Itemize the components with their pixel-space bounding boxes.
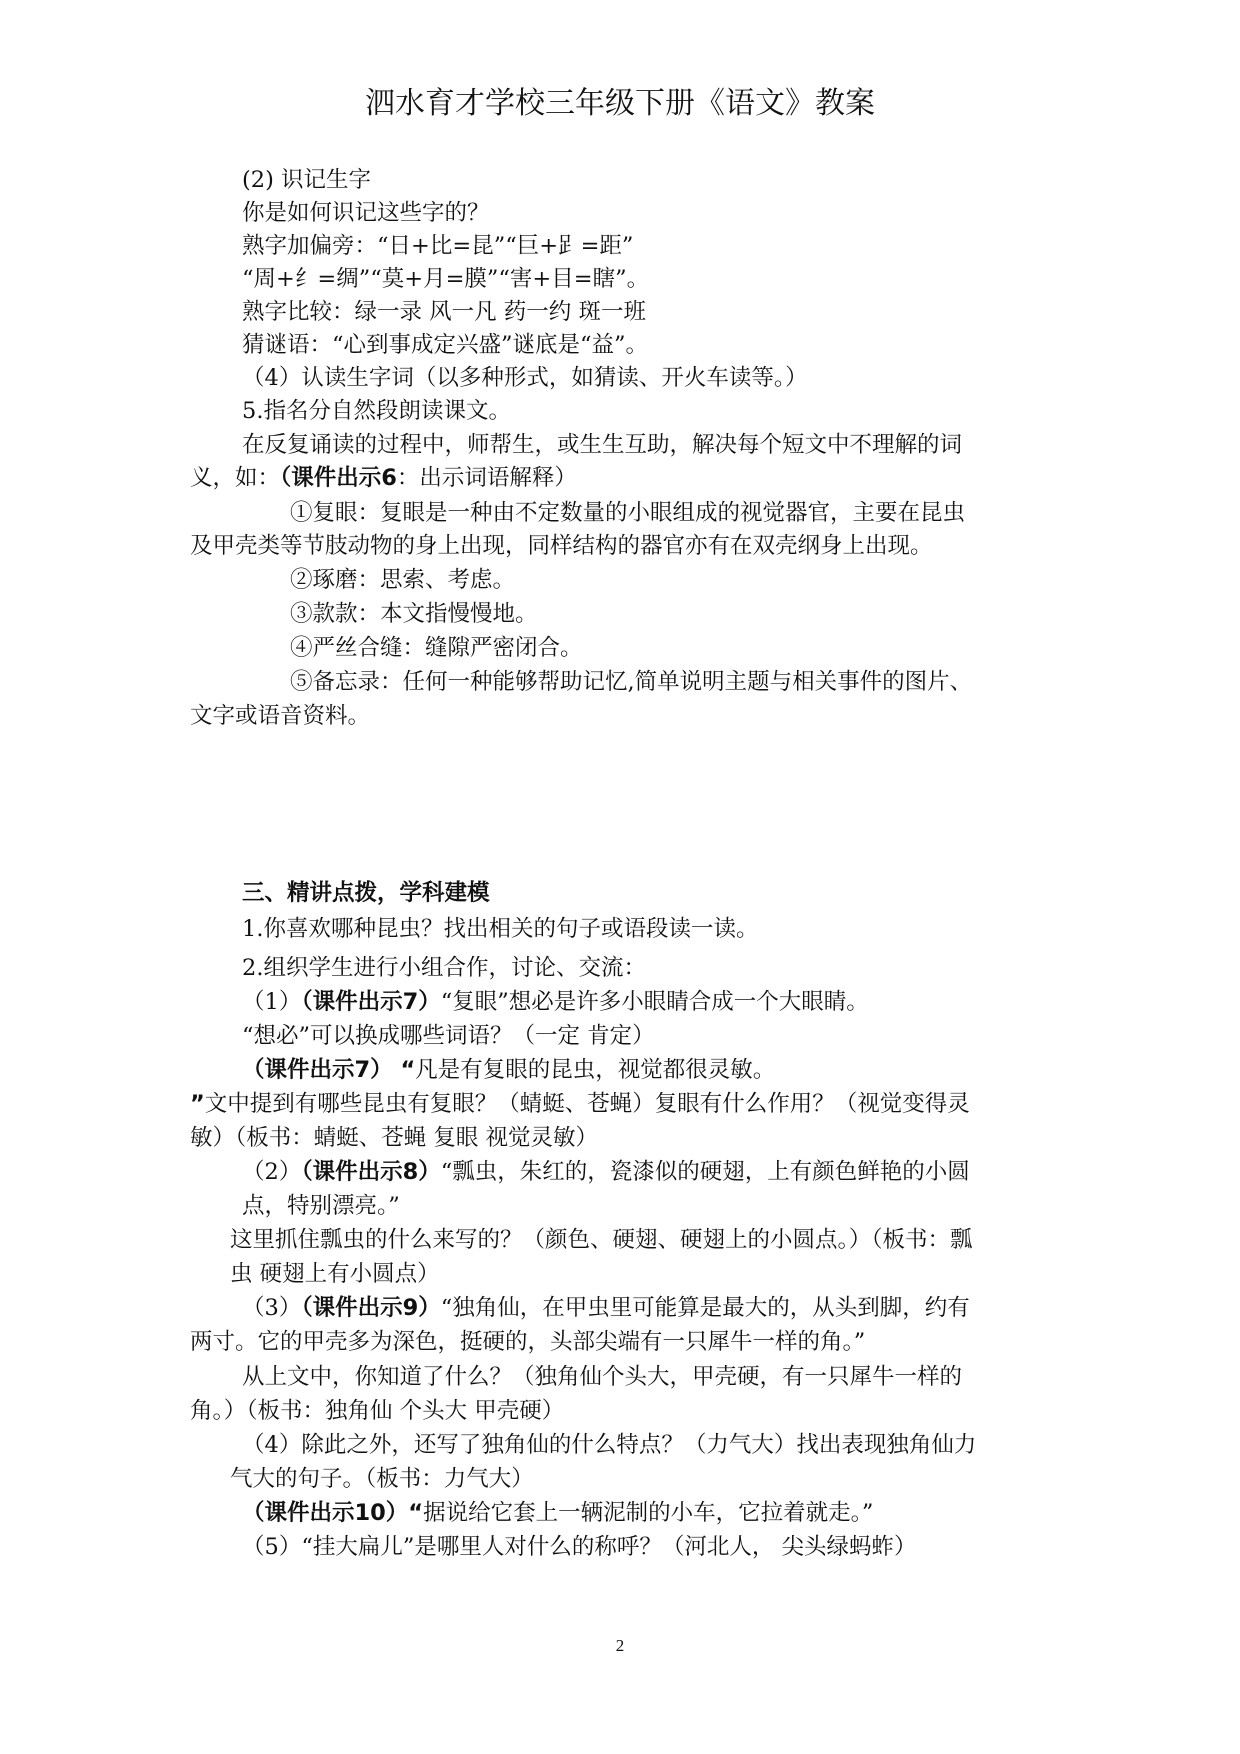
text-line: 这里抓住瓢虫的什么来写的？（颜色、硬翅、硬翅上的小圆点。）（板书：瓢 — [230, 1227, 973, 1253]
text-line: 及甲壳类等节肢动物的身上出现，同样结构的器官亦有在双壳纲身上出现。 — [190, 533, 933, 559]
text-line: ④严丝合缝：缝隙严密闭合。 — [290, 635, 583, 661]
page-number: 2 — [615, 1636, 625, 1655]
text-line — [242, 985, 869, 1019]
text-span: “瓢虫，朱红的，瓷漆似的硬翅，上有颜色鲜艳的小圆 — [440, 1159, 970, 1185]
text-line: 5.指名分自然段朗读课文。 — [242, 398, 511, 424]
courseware-ref: （课件出示7） “ — [242, 1057, 416, 1083]
text-line: 敏）（板书：蜻蜓、苍蝇 复眼 视觉灵敏） — [190, 1125, 599, 1151]
text-span: 据说给它套上一辆泥制的小车，它拉着就走。” — [423, 1500, 874, 1526]
text-line: 气大的句子。（板书：力气大） — [230, 1466, 534, 1492]
courseware-ref: （课件出示10）“ — [242, 1500, 424, 1526]
text-line: 点，特别漂亮。” — [242, 1193, 400, 1219]
courseware-ref: （课件出示7） — [301, 989, 441, 1015]
text-line: 角。）（板书：独角仙 个头大 甲壳硬） — [190, 1398, 565, 1424]
text-line: 文字或语音资料。 — [190, 703, 371, 729]
text-line: 熟字比较：绿一录 风一凡 药一约 斑一班 — [242, 299, 646, 325]
text-span: ：出示词语解释） — [396, 465, 577, 491]
text-span: “复眼”想必是许多小眼睛合成一个大眼睛。 — [440, 989, 869, 1015]
text-line: 猜谜语：“心到事成定兴盛”谜底是“益”。 — [242, 332, 649, 358]
text-line: (2) 识记生字 — [242, 167, 372, 193]
text-line: （4）认读生字词（以多种形式，如猜读、开火车读等。） — [242, 365, 808, 391]
text-span: （2） — [242, 1159, 302, 1185]
text-line: 在反复诵读的过程中，师帮生，或生生互助，解决每个短文中不理解的词 — [242, 432, 963, 458]
text-span: 凡是有复眼的昆虫，视觉都很灵敏。 — [415, 1057, 776, 1083]
text-line: 1.你喜欢哪种昆虫？找出相关的句子或语段读一读。 — [242, 916, 759, 942]
text-span: “独角仙，在甲虫里可能算是最大的，从头到脚，约有 — [440, 1295, 970, 1321]
courseware-ref: （课件出示8） — [301, 1159, 441, 1185]
text-line: ⑤备忘录：任何一种能够帮助记忆,简单说明主题与相关事件的图片、 — [290, 669, 973, 695]
page-title: 泗水育才学校三年级下册《语文》教案 — [365, 86, 875, 121]
text-line: ①复眼：复眼是一种由不定数量的小眼组成的视觉器官，主要在昆虫 — [290, 500, 966, 526]
text-line: 虫 硬翅上有小圆点） — [230, 1261, 440, 1287]
text-span: （1） — [242, 989, 302, 1015]
text-line: 从上文中，你知道了什么？（独角仙个头大，甲壳硬，有一只犀牛一样的 — [242, 1364, 963, 1390]
text-line — [242, 1496, 873, 1530]
text-line: 你是如何识记这些字的？ — [242, 200, 490, 226]
text-line: 两寸。它的甲壳多为深色，挺硬的，头部尖端有一只犀牛一样的角。” — [190, 1329, 866, 1355]
text-line — [242, 1155, 970, 1189]
section-heading: 三、精讲点拨，学科建模 — [242, 880, 490, 906]
text-line: “想必”可以换成哪些词语？（一定 肯定） — [242, 1023, 655, 1049]
text-span: 文中提到有哪些昆虫有复眼？（蜻蜓、苍蝇）复眼有什么作用？（视觉变得灵 — [204, 1091, 970, 1117]
text-line: 2.组织学生进行小组合作，讨论、交流： — [242, 955, 646, 981]
text-span: 义，如： — [190, 465, 281, 491]
text-line: ③款款：本文指慢慢地。 — [290, 601, 538, 627]
courseware-ref: （课件出示6 — [280, 465, 397, 491]
text-line — [242, 1053, 775, 1087]
text-line: （5）“挂大扁儿”是哪里人对什么的称呼？（河北人， 尖头绿蚂蚱） — [242, 1534, 917, 1560]
text-line: 熟字加偏旁：“日+比=昆”“巨+𧾷=距” — [242, 233, 634, 259]
text-span: ” — [190, 1091, 205, 1117]
text-line — [190, 461, 577, 495]
text-line: （4）除此之外，还写了独角仙的什么特点？（力气大）找出表现独角仙力 — [242, 1432, 977, 1458]
courseware-ref: （课件出示9） — [301, 1295, 441, 1321]
text-line: “周+纟=绸”“莫+月=膜”“害+目=瞎”。 — [242, 266, 650, 292]
text-line — [242, 1291, 970, 1325]
text-span: （3） — [242, 1295, 302, 1321]
text-line — [190, 1087, 970, 1121]
text-line: ②琢磨：思索、考虑。 — [290, 567, 516, 593]
